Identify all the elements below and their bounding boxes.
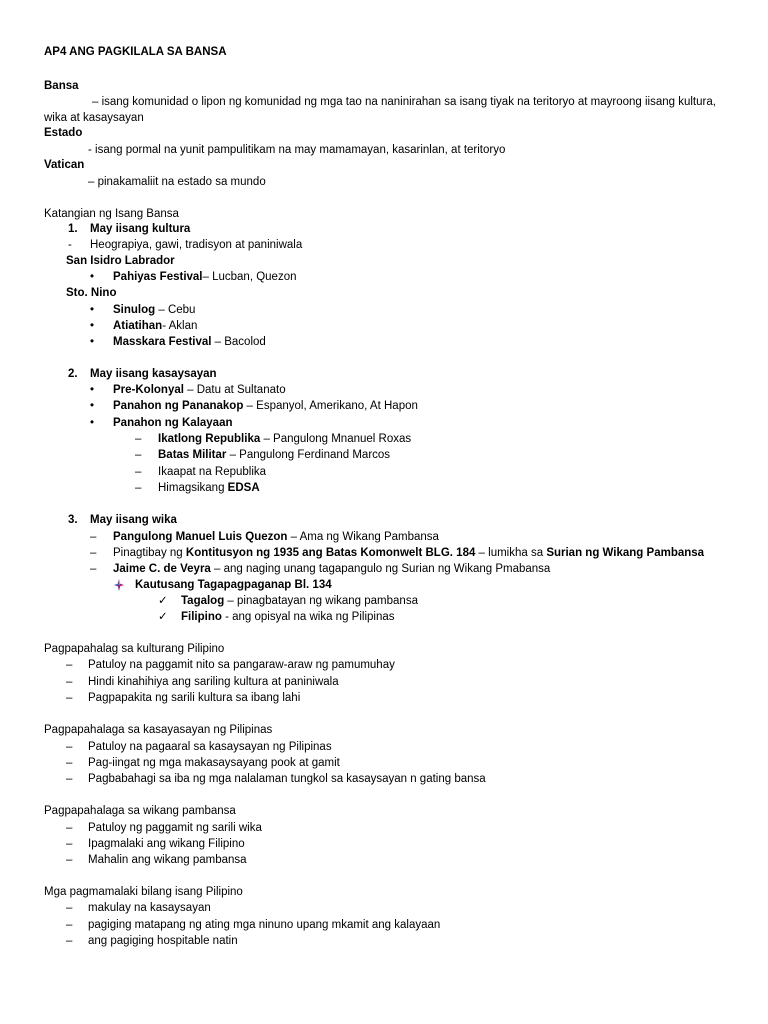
bullet-icon: •: [90, 304, 95, 316]
check-item-tagalog: Tagalog – pinagbatayan ng wikang pambansa: [181, 595, 418, 607]
list-item: Mahalin ang wikang pambansa: [88, 854, 247, 866]
section-heading-wika: Pagpapahalaga sa wikang pambansa: [44, 805, 236, 817]
sub-item-ikatlong-republika: Ikatlong Republika – Pangulong Mnanuel Roxas: [158, 433, 412, 445]
s3-title: May iisang wika: [90, 514, 177, 526]
bullet-icon: •: [90, 336, 95, 348]
katangian-heading: Katangian ng Isang Bansa: [44, 208, 179, 220]
list-item: Pagbabahagi sa iba ng mga nalalaman tungkol sa kasaysayan n gating bansa: [88, 773, 486, 785]
s1-sub-san-isidro: San Isidro Labrador: [66, 255, 175, 267]
s1-sub-sto-nino: Sto. Nino: [66, 287, 117, 299]
list-item-konstitusyon: Pinagtibay ng Kontitusyon ng 1935 ang Batas Komonwelt BLG. 184 – lumikha sa Surian ng Wikang Pambansa: [113, 547, 705, 559]
list-item: makulay na kasaysayan: [88, 902, 211, 914]
dash-icon: –: [66, 757, 73, 769]
bullet-icon: •: [90, 271, 95, 283]
dash-icon: –: [66, 902, 73, 914]
s2-title: May iisang kasaysayan: [90, 368, 217, 380]
dash-icon: –: [66, 773, 73, 785]
bullet-icon: •: [90, 320, 95, 332]
list-item-pahiyas: Pahiyas Festival– Lucban, Quezon: [113, 271, 297, 283]
s1-dash: -: [68, 239, 72, 251]
dash-icon: –: [90, 563, 97, 575]
sub-item-batas-militar: Batas Militar – Pangulong Ferdinand Marcos: [158, 449, 391, 461]
dash-icon: –: [66, 741, 73, 753]
s1-desc: Heograpiya, gawi, tradisyon at paniniwala: [90, 239, 303, 251]
dash-icon: –: [135, 466, 142, 478]
dash-icon: –: [135, 449, 142, 461]
s2-number: 2.: [68, 368, 78, 380]
dash-icon: –: [66, 659, 73, 671]
list-item: Pag-iingat ng mga makasaysayang pook at gamit: [88, 757, 340, 769]
section-heading-pagmamalaki: Mga pagmamalaki bilang isang Pilipino: [44, 886, 243, 898]
s1-number: 1.: [68, 223, 78, 235]
term-estado: Estado: [44, 127, 83, 139]
list-item-kalayaan: Panahon ng Kalayaan: [113, 417, 233, 429]
def-bansa-line2: wika at kasaysayan: [44, 112, 144, 124]
list-item-quezon: Pangulong Manuel Luis Quezon – Ama ng Wikang Pambansa: [113, 531, 439, 543]
list-item-atiatihan: Atiatihan- Aklan: [113, 320, 198, 332]
sub-item-ikaapat-republika: Ikaapat na Republika: [158, 466, 267, 478]
dash-icon: –: [66, 854, 73, 866]
list-item: Ipagmalaki ang wikang Filipino: [88, 838, 245, 850]
list-item-pananakop: Panahon ng Pananakop – Espanyol, Amerikano, At Hapon: [113, 400, 418, 412]
star-bullet-icon: [113, 577, 125, 593]
dash-icon: –: [135, 433, 142, 445]
def-estado: - isang pormal na yunit pampulitikam na may mamamayan, kasarinlan, at teritoryo: [88, 144, 506, 156]
section-heading-kultura: Pagpapahalag sa kulturang Pilipino: [44, 643, 225, 655]
s3-number: 3.: [68, 514, 78, 526]
check-item-filipino: Filipino - ang opisyal na wika ng Pilipinas: [181, 611, 395, 623]
document-title: AP4 ANG PAGKILALA SA BANSA: [44, 46, 227, 58]
s1-title: May iisang kultura: [90, 223, 191, 235]
def-bansa-line1: – isang komunidad o lipon ng komunidad ng mga tao na naninirahan sa isang tiyak na teritoryo at mayroong iisang kultura,: [92, 96, 716, 108]
list-item-sinulog: Sinulog – Cebu: [113, 304, 196, 316]
dash-icon: –: [66, 935, 73, 947]
list-item-de-veyra: Jaime C. de Veyra – ang naging unang tagapangulo ng Surian ng Wikang Pmabansa: [113, 563, 551, 575]
list-item: Pagpapakita ng sarili kultura sa ibang lahi: [88, 692, 301, 704]
sub-item-edsa: Himagsikang EDSA: [158, 482, 260, 494]
list-item-masskara: Masskara Festival – Bacolod: [113, 336, 266, 348]
dash-icon: –: [66, 838, 73, 850]
bullet-icon: •: [90, 384, 95, 396]
kautusan-label: Kautusang Tagapagpaganap Bl. 134: [135, 579, 332, 591]
dash-icon: –: [66, 822, 73, 834]
list-item: Hindi kinahihiya ang sariling kultura at paniniwala: [88, 676, 339, 688]
list-item-prekolonyal: Pre-Kolonyal – Datu at Sultanato: [113, 384, 286, 396]
check-icon: ✓: [158, 595, 168, 607]
bullet-icon: •: [90, 400, 95, 412]
list-item: ang pagiging hospitable natin: [88, 935, 238, 947]
list-item: Patuloy ng paggamit ng sarili wika: [88, 822, 262, 834]
list-item: pagiging matapang ng ating mga ninuno upang mkamit ang kalayaan: [88, 919, 441, 931]
list-item: Patuloy na paggamit nito sa pangaraw-araw ng pamumuhay: [88, 659, 395, 671]
dash-icon: –: [66, 919, 73, 931]
section-heading-kasaysayan: Pagpapahalaga sa kasayasayan ng Pilipinas: [44, 724, 273, 736]
dash-icon: –: [135, 482, 142, 494]
term-bansa: Bansa: [44, 80, 79, 92]
list-item: Patuloy na pagaaral sa kasaysayan ng Pilipinas: [88, 741, 332, 753]
bullet-icon: •: [90, 417, 95, 429]
check-icon: ✓: [158, 611, 168, 623]
def-vatican: – pinakamaliit na estado sa mundo: [88, 176, 266, 188]
dash-icon: –: [66, 692, 73, 704]
dash-icon: –: [90, 547, 97, 559]
dash-icon: –: [90, 531, 97, 543]
term-vatican: Vatican: [44, 159, 85, 171]
dash-icon: –: [66, 676, 73, 688]
